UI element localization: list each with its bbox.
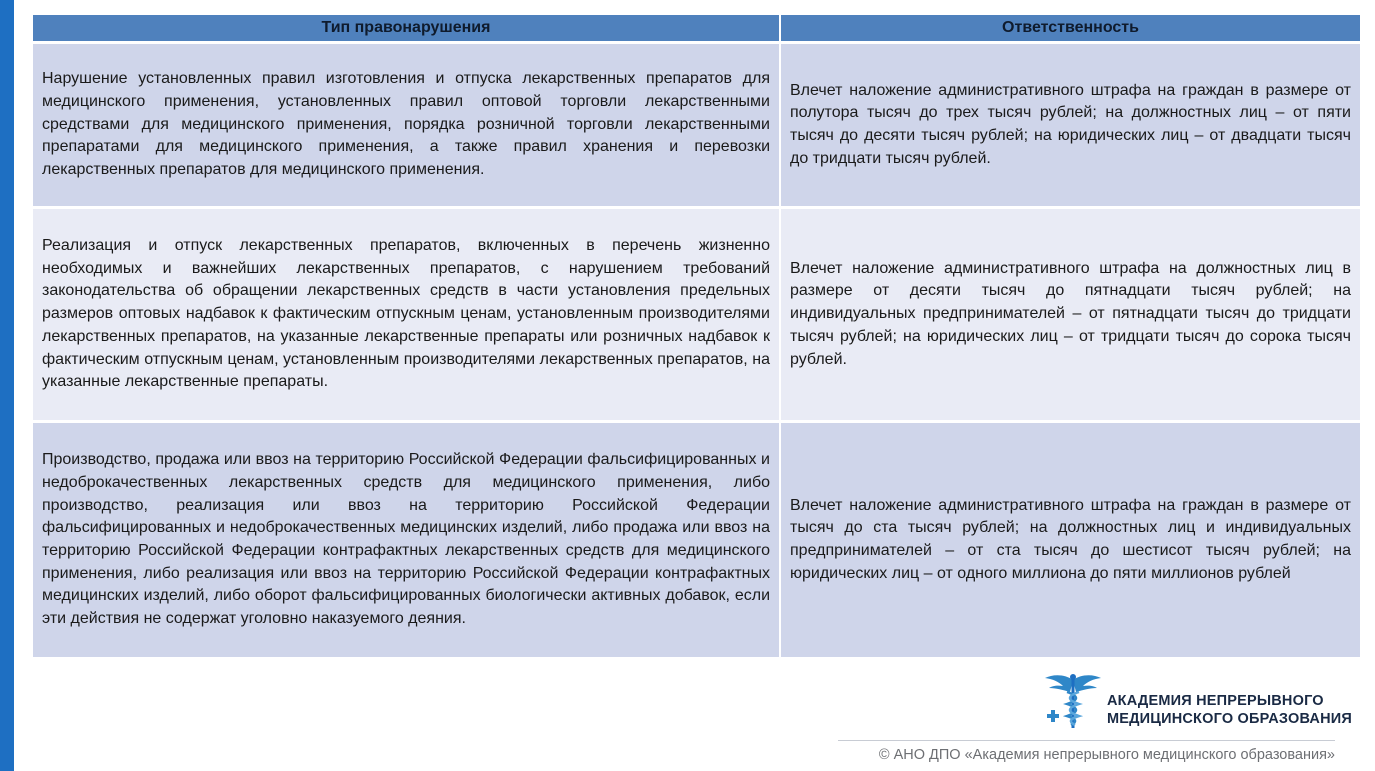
table-row xyxy=(33,43,1360,208)
footer-divider xyxy=(838,740,1335,741)
header-liability: Ответственность xyxy=(780,15,1360,43)
violation-cell: Нарушение установленных правил изготовления и отпуска лекарственных препаратов для медицинского применения, установленных правил оптовой торговли лекарственными средствами для медицинского применения, порядка розничной торговли лекарственными препаратами для медицинского применения, а также правил хранения и перевозки лекарственных препаратов для медицинского применения. xyxy=(33,43,780,208)
violation-cell: Реализация и отпуск лекарственных препаратов, включенных в перечень жизненно необходимых и важнейших лекарственных препаратов, с нарушением требований законодательства об обращении лекарственных средств в части установления предельных размеров оптовых надбавок к фактическим отпускным ценам, установленным производителями лекарственных препаратов, на указанные лекарственные препараты или розничных надбавок к фактическим отпускным ценам, установленным производителями лекарственных препаратов, на указанные лекарственные препараты. xyxy=(33,208,780,422)
liability-cell: Влечет наложение административного штрафа на должностных лиц в размере от десяти тысяч до пятнадцати тысяч рублей; на индивидуальных предпринимателей – от пятнадцати тысяч до тридцати тысяч рублей; на юридических лиц – от тридцати тысяч до сорока тысяч рублей. xyxy=(780,208,1360,422)
logo-title-line2: МЕДИЦИНСКОГО ОБРАЗОВАНИЯ xyxy=(1107,711,1352,727)
logo-title-line1: АКАДЕМИЯ НЕПРЕРЫВНОГО xyxy=(1107,693,1324,709)
liability-table xyxy=(33,15,1360,660)
left-accent-stripe xyxy=(0,0,14,771)
table-header-row xyxy=(33,15,1360,43)
header-violation-type: Тип правонарушения xyxy=(33,15,780,43)
footer-copyright: © АНО ДПО «Академия непрерывного медицинского образования» xyxy=(878,747,1335,763)
caduceus-icon xyxy=(1043,670,1103,730)
table-row xyxy=(33,208,1360,422)
liability-cell: Влечет наложение административного штрафа на граждан в размере от полутора тысяч до трех тысяч рублей; на должностных лиц – от пяти тысяч до десяти тысяч рублей; на юридических лиц – от двадцати тысяч до тридцати тысяч рублей. xyxy=(780,43,1360,208)
liability-cell: Влечет наложение административного штрафа на граждан в размере от тысяч до ста тысяч рублей; на должностных лиц и индивидуальных предпринимателей – от ста тысяч до шестисот тысяч рублей; на юридических лиц – от одного миллиона до пяти миллионов рублей xyxy=(780,422,1360,659)
table-row xyxy=(33,422,1360,659)
violation-cell: Производство, продажа или ввоз на территорию Российской Федерации фальсифицированных и недоброкачественных лекарственных средств для медицинского применения, либо производство, реализация или ввоз на территорию Российской Федерации фальсифицированных и недоброкачественных медицинских изделий, либо продажа или ввоз на территорию Российской Федерации контрафактных лекарственных средств для медицинского применения, либо реализация или ввоз на территорию Российской Федерации контрафактных медицинских изделий, либо оборот фальсифицированных биологически активных добавок, если эти действия не содержат уголовно наказуемого деяния. xyxy=(33,422,780,659)
academy-logo xyxy=(1043,670,1352,732)
